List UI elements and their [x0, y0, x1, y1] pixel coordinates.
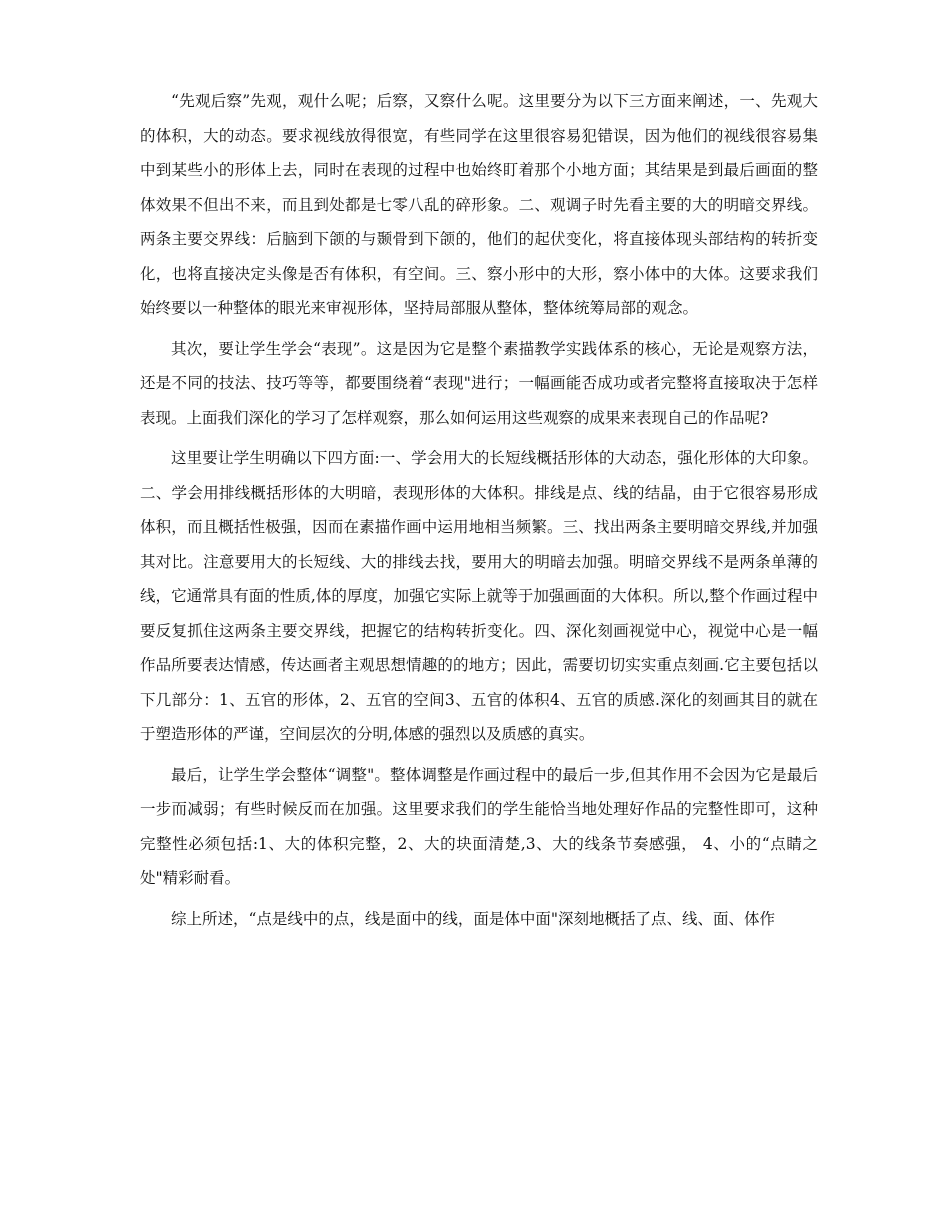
document-body [140, 84, 818, 942]
paragraph-four-aspects: 这里要让学生明确以下四方面:一、学会用大的长短线概括形体的大动态，强化形体的大印象。二、学会用排线概括形体的大明暗，表现形体的大体积。排线是点、线的结晶，由于它很容易形成体积，而且概括性极强，因而在素描作画中运用地相当频繁。三、找出两条主要明暗交界线,并加强其对比。注意要用大的长短线、大的排线去找，要用大的明暗去加强。明暗交界线不是两条单薄的线，它通常具有面的性质,体的厚度，加强它实际上就等于加强画面的大体积。所以,整个作画过程中要反复抓住这两条主要交界线，把握它的结构转折变化。四、深化刻画视觉中心，视觉中心是一幅作品所要表达情感，传达画者主观思想情趣的的地方；因此，需要切切实实重点刻画.它主要包括以下几部分：1、五官的形体，2、五官的空间3、五官的体积4、五官的质感.深化的刻画其目的就在于塑造形体的严谨，空间层次的分明,体感的强烈以及质感的真实。 [140, 449, 818, 743]
paragraph-observation-method: “先观后察”先观，观什么呢；后察，又察什么呢。这里要分为以下三方面来阐述，一、先观大的体积，大的动态。要求视线放得很宽，有些同学在这里很容易犯错误，因为他们的视线很容易集中到某些小的形体上去，同时在表现的过程中也始终盯着那个小地方面；其结果是到最后画面的整体效果不但出不来，而且到处都是七零八乱的碎形象。二、观调子时先看主要的大的明暗交界线。两条主要交界线：后脑到下颌的与颞骨到下颌的，他们的起伏变化，将直接体现头部结构的转折变化，也将直接决定头像是否有体积，有空间。三、察小形中的大形，察小体中的大体。这要求我们始终要以一种整体的眼光来审视形体，坚持局部服从整体，整体统筹局部的观念。 [140, 92, 818, 317]
paragraph-adjustment: 最后，让学生学会整体“调整"。整体调整是作画过程中的最后一步,但其作用不会因为它是最后一步而减弱；有些时候反而在加强。这里要求我们的学生能恰当地处理好作品的完整性即可，这种完整性必须包括:1、大的体积完整，2、大的块面清楚,3、大的线条节奏感强， 4、小的“点睛之处"精彩耐看。 [140, 765, 818, 887]
paragraph-summary: 综上所述，“点是线中的点，线是面中的线，面是体中面"深刻地概括了点、线、面、体作 [171, 909, 776, 928]
paragraph-expression: 其次，要让学生学会“表现”。这是因为它是整个素描教学实践体系的核心，无论是观察方法，还是不同的技法、技巧等等，都要围绕着“表现"进行；一幅画能否成功或者完整将直接取决于怎样表现。上面我们深化的学习了怎样观察，那么如何运用这些观察的成果来表现自己的作品呢? [140, 339, 818, 427]
